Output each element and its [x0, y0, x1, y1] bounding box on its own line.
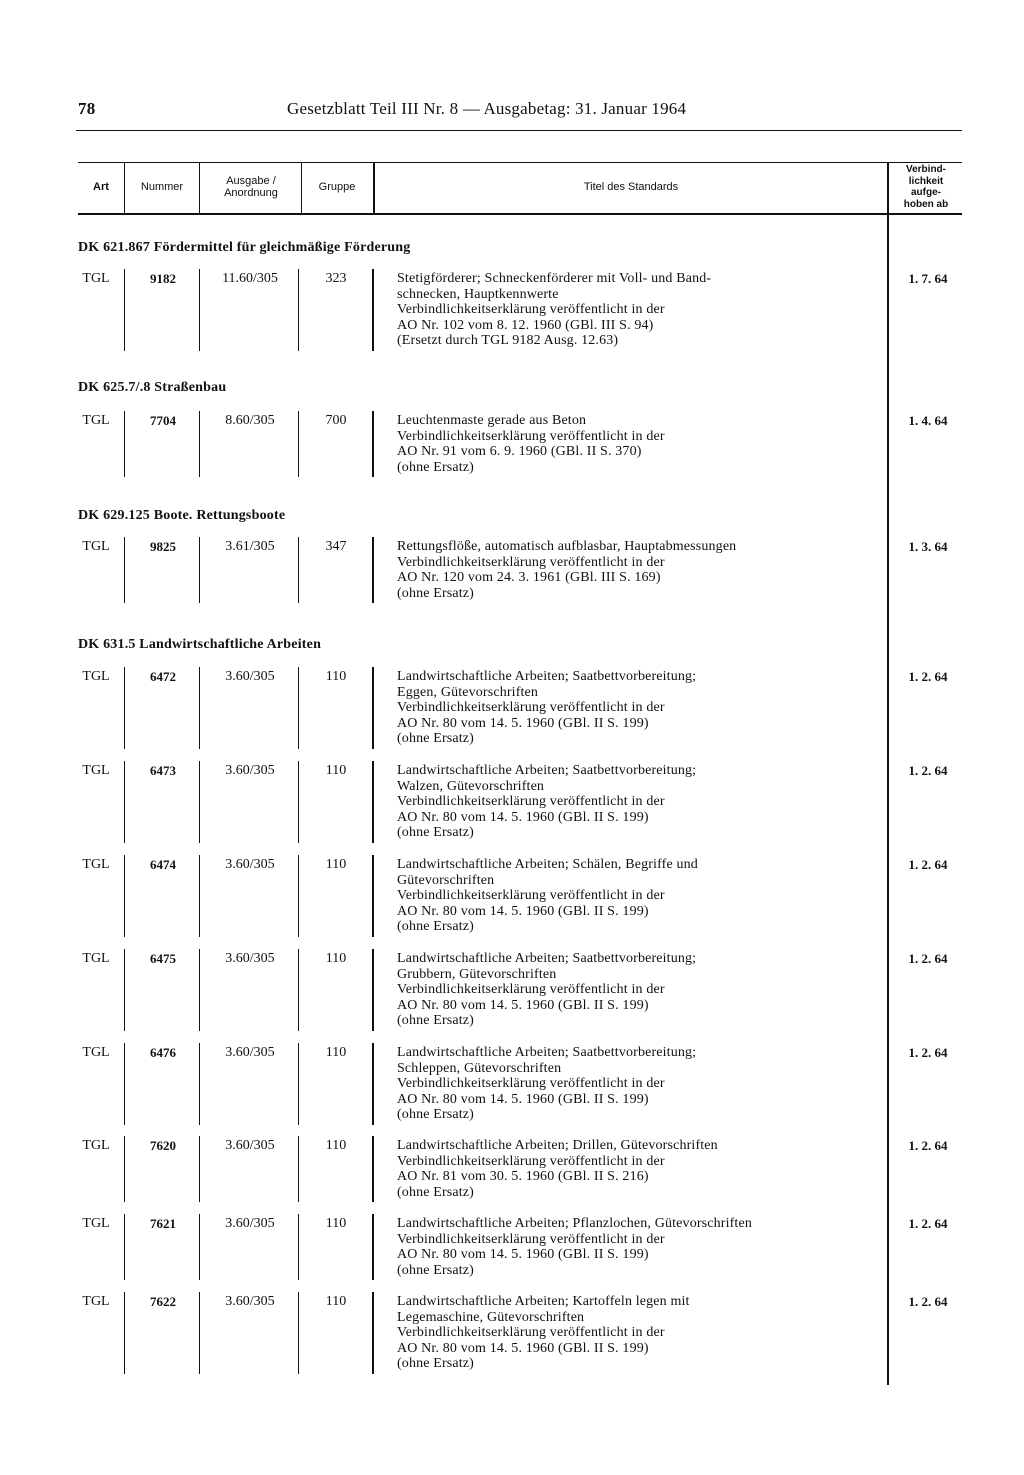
cell-ausgabe: 3.60/305 [225, 951, 275, 966]
row-column-divider [199, 269, 200, 351]
row-column-divider [124, 1136, 125, 1202]
cell-art: TGL [82, 857, 110, 872]
cell-ausgabe: 3.61/305 [225, 539, 275, 554]
table-header-top-rule [78, 162, 962, 163]
cell-gruppe: 323 [325, 271, 347, 286]
cell-ausgabe: 11.60/305 [222, 271, 278, 286]
row-column-divider [298, 667, 299, 749]
cell-titel: Landwirtschaftliche Arbeiten; Schälen, Begriffe und Gütevorschriften Verbindlichkeitserklärung veröffentlicht in der AO Nr. 80 vom 14. 5. 1960 (GBl. II S. 199) (ohne Ersatz) [397, 857, 698, 935]
cell-nummer: 9825 [150, 539, 176, 554]
header-divider [124, 163, 125, 213]
row-column-divider [199, 761, 200, 843]
header-divider [301, 163, 302, 213]
cell-gruppe: 110 [325, 857, 347, 872]
col-header-verbindlichkeit: Verbind- lichkeit aufge- hoben ab [903, 164, 949, 210]
cell-nummer: 6475 [150, 951, 176, 966]
cell-art: TGL [82, 951, 110, 966]
row-column-divider [298, 761, 299, 843]
row-column-divider [372, 667, 374, 749]
row-column-divider [124, 411, 125, 477]
cell-nummer: 6472 [150, 669, 176, 684]
cell-titel: Landwirtschaftliche Arbeiten; Drillen, Gütevorschriften Verbindlichkeitserklärung veröffentlicht in der AO Nr. 81 vom 30. 5. 1960 (GBl. II S. 216) (ohne Ersatz) [397, 1138, 718, 1200]
cell-verbindlichkeit-datum: 1. 2. 64 [908, 1294, 948, 1309]
cell-gruppe: 700 [325, 413, 347, 428]
row-column-divider [124, 761, 125, 843]
cell-verbindlichkeit-datum: 1. 2. 64 [908, 1216, 948, 1231]
cell-titel: Leuchtenmaste gerade aus Beton Verbindlichkeitserklärung veröffentlicht in der AO Nr. 91 vom 6. 9. 1960 (GBl. II S. 370) (ohne Ersatz) [397, 413, 665, 475]
cell-titel: Landwirtschaftliche Arbeiten; Kartoffeln legen mit Legemaschine, Gütevorschriften Verbindlichkeitserklärung veröffentlicht in der AO Nr. 80 vom 14. 5. 1960 (GBl. II S. 199) (ohne Ersatz) [397, 1294, 690, 1372]
cell-ausgabe: 3.60/305 [225, 1138, 275, 1153]
row-column-divider [298, 1292, 299, 1374]
row-column-divider [372, 537, 374, 603]
row-column-divider [372, 949, 374, 1031]
row-column-divider [298, 1043, 299, 1125]
row-column-divider [199, 949, 200, 1031]
row-column-divider [298, 269, 299, 351]
cell-verbindlichkeit-datum: 1. 2. 64 [908, 669, 948, 684]
row-column-divider [199, 537, 200, 603]
cell-nummer: 7621 [150, 1216, 176, 1231]
cell-verbindlichkeit-datum: 1. 2. 64 [908, 1045, 948, 1060]
cell-art: TGL [82, 1138, 110, 1153]
cell-gruppe: 110 [325, 763, 347, 778]
cell-titel: Stetigförderer; Schneckenförderer mit Voll- und Band- schnecken, Hauptkennwerte Verbindlichkeitserklärung veröffentlicht in der AO Nr. 102 vom 8. 12. 1960 (GBl. III S. 94) (Ersetzt durch TGL 9182 Ausg. 12.63) [397, 271, 712, 349]
cell-nummer: 6474 [150, 857, 176, 872]
cell-art: TGL [82, 669, 110, 684]
cell-art: TGL [82, 1045, 110, 1060]
cell-art: TGL [82, 413, 110, 428]
cell-art: TGL [82, 1294, 110, 1309]
row-column-divider [199, 667, 200, 749]
row-column-divider [124, 667, 125, 749]
header-divider [373, 163, 375, 213]
cell-gruppe: 110 [325, 951, 347, 966]
row-column-divider [372, 1136, 374, 1202]
cell-art: TGL [82, 763, 110, 778]
row-column-divider [199, 1292, 200, 1374]
row-column-divider [124, 537, 125, 603]
cell-verbindlichkeit-datum: 1. 2. 64 [908, 857, 948, 872]
cell-nummer: 7622 [150, 1294, 176, 1309]
row-column-divider [298, 1214, 299, 1280]
section-heading: DK 631.5 Landwirtschaftliche Arbeiten [78, 637, 322, 652]
header-divider [199, 163, 200, 213]
row-column-divider [298, 537, 299, 603]
section-heading: DK 629.125 Boote. Rettungsboote [78, 508, 286, 523]
cell-ausgabe: 3.60/305 [225, 1045, 275, 1060]
cell-titel: Landwirtschaftliche Arbeiten; Saatbettvorbereitung; Schleppen, Gütevorschriften Verbindlichkeitserklärung veröffentlicht in der AO Nr. 80 vom 14. 5. 1960 (GBl. II S. 199) (ohne Ersatz) [397, 1045, 697, 1123]
cell-nummer: 7620 [150, 1138, 176, 1153]
cell-ausgabe: 3.60/305 [225, 1216, 275, 1231]
row-column-divider [298, 855, 299, 937]
cell-art: TGL [82, 539, 110, 554]
row-column-divider [372, 761, 374, 843]
cell-titel: Landwirtschaftliche Arbeiten; Pflanzlochen, Gütevorschriften Verbindlichkeitserklärung veröffentlicht in der AO Nr. 80 vom 14. 5. 1960 (GBl. II S. 199) (ohne Ersatz) [397, 1216, 752, 1278]
cell-gruppe: 347 [325, 539, 347, 554]
row-column-divider [199, 411, 200, 477]
cell-ausgabe: 3.60/305 [225, 763, 275, 778]
cell-art: TGL [82, 271, 110, 286]
cell-titel: Rettungsflöße, automatisch aufblasbar, Hauptabmessungen Verbindlichkeitserklärung veröffentlicht in der AO Nr. 120 vom 24. 3. 1961 (GBl. III S. 169) (ohne Ersatz) [397, 539, 737, 601]
row-column-divider [124, 1043, 125, 1125]
col-header-gruppe: Gruppe [318, 181, 356, 193]
row-column-divider [124, 949, 125, 1031]
row-column-divider [298, 949, 299, 1031]
row-column-divider [372, 1043, 374, 1125]
page-header-title: Gesetzblatt Teil III Nr. 8 — Ausgabetag: 31. Januar 1964 [287, 99, 687, 118]
col-header-ausgabe: Ausgabe / Anordnung [224, 175, 278, 199]
col-header-titel: Titel des Standards [583, 181, 679, 193]
page-number: 78 [78, 99, 96, 118]
cell-ausgabe: 3.60/305 [225, 1294, 275, 1309]
cell-art: TGL [82, 1216, 110, 1231]
cell-ausgabe: 3.60/305 [225, 857, 275, 872]
cell-ausgabe: 3.60/305 [225, 669, 275, 684]
section-heading: DK 625.7/.8 Straßenbau [78, 380, 227, 395]
cell-nummer: 6476 [150, 1045, 176, 1060]
table-header-bottom-rule [78, 213, 962, 215]
row-column-divider [124, 1214, 125, 1280]
cell-gruppe: 110 [325, 669, 347, 684]
row-column-divider [199, 1043, 200, 1125]
cell-gruppe: 110 [325, 1045, 347, 1060]
row-column-divider [372, 1214, 374, 1280]
cell-verbindlichkeit-datum: 1. 2. 64 [908, 1138, 948, 1153]
row-column-divider [124, 269, 125, 351]
cell-titel: Landwirtschaftliche Arbeiten; Saatbettvorbereitung; Eggen, Gütevorschriften Verbindlichkeitserklärung veröffentlicht in der AO Nr. 80 vom 14. 5. 1960 (GBl. II S. 199) (ohne Ersatz) [397, 669, 697, 747]
cell-verbindlichkeit-datum: 1. 4. 64 [908, 413, 948, 428]
cell-nummer: 7704 [150, 413, 176, 428]
cell-titel: Landwirtschaftliche Arbeiten; Saatbettvorbereitung; Grubbern, Gütevorschriften Verbindlichkeitserklärung veröffentlicht in der AO Nr. 80 vom 14. 5. 1960 (GBl. II S. 199) (ohne Ersatz) [397, 951, 697, 1029]
section-heading: DK 621.867 Fördermittel für gleichmäßige Förderung [78, 240, 411, 255]
row-column-divider [372, 855, 374, 937]
col-header-nummer: Nummer [140, 181, 184, 193]
cell-titel: Landwirtschaftliche Arbeiten; Saatbettvorbereitung; Walzen, Gütevorschriften Verbindlichkeitserklärung veröffentlicht in der AO Nr. 80 vom 14. 5. 1960 (GBl. II S. 199) (ohne Ersatz) [397, 763, 697, 841]
cell-verbindlichkeit-datum: 1. 3. 64 [908, 539, 948, 554]
col-header-art: Art [93, 181, 109, 193]
row-column-divider [298, 1136, 299, 1202]
row-column-divider [298, 411, 299, 477]
cell-gruppe: 110 [325, 1294, 347, 1309]
header-rule [76, 130, 962, 131]
cell-verbindlichkeit-datum: 1. 2. 64 [908, 763, 948, 778]
row-column-divider [372, 411, 374, 477]
cell-verbindlichkeit-datum: 1. 2. 64 [908, 951, 948, 966]
cell-gruppe: 110 [325, 1138, 347, 1153]
row-column-divider [124, 1292, 125, 1374]
row-column-divider [199, 1136, 200, 1202]
date-column-divider [887, 163, 889, 1385]
cell-nummer: 6473 [150, 763, 176, 778]
row-column-divider [124, 855, 125, 937]
row-column-divider [372, 1292, 374, 1374]
cell-ausgabe: 8.60/305 [225, 413, 275, 428]
row-column-divider [199, 1214, 200, 1280]
cell-gruppe: 110 [325, 1216, 347, 1231]
cell-verbindlichkeit-datum: 1. 7. 64 [908, 271, 948, 286]
row-column-divider [199, 855, 200, 937]
row-column-divider [372, 269, 374, 351]
cell-nummer: 9182 [150, 271, 176, 286]
